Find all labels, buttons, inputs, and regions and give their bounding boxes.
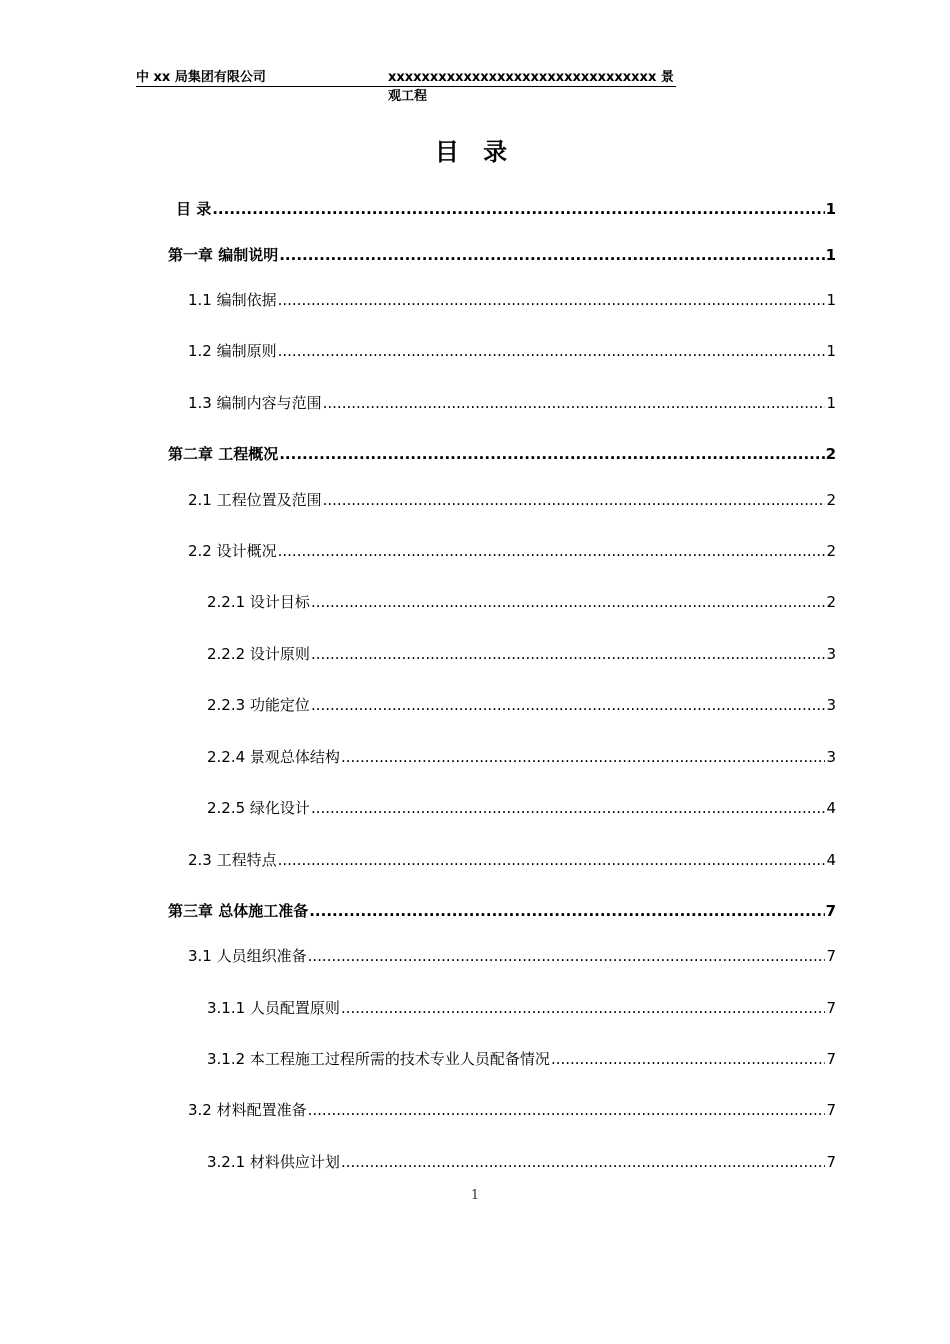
- toc-leader: [311, 590, 826, 614]
- toc-leader: [341, 745, 826, 769]
- toc-leader: [308, 944, 826, 968]
- toc-entry-label: 3.1.2 本工程施工过程所需的技术专业人员配备情况: [207, 1050, 550, 1068]
- toc-entry-page: 2: [826, 491, 836, 509]
- toc-entry-label: 第二章 工程概况: [168, 445, 279, 463]
- toc-entry-label: 2.3 工程特点: [188, 851, 277, 869]
- toc-entry-page: 7: [825, 902, 836, 920]
- toc-leader: [311, 693, 826, 717]
- toc-entry-label: 2.2.4 景观总体结构: [207, 748, 340, 766]
- toc-entry[interactable]: [188, 539, 836, 563]
- toc-entry-label: 第三章 总体施工准备: [168, 902, 309, 920]
- toc-entry-label: 1.2 编制原则: [188, 342, 277, 360]
- toc-leader: [341, 1150, 826, 1174]
- toc-entry[interactable]: [188, 848, 836, 872]
- toc-entry[interactable]: [207, 796, 836, 820]
- toc-entry-page: 3: [826, 696, 836, 714]
- toc-entry-page: 4: [826, 851, 836, 869]
- toc-entry-page: 4: [826, 799, 836, 817]
- toc-leader: [323, 391, 826, 415]
- toc-entry-page: 2: [826, 593, 836, 611]
- toc-entry[interactable]: [188, 1098, 836, 1122]
- page-header: [136, 66, 676, 104]
- toc-leader: [278, 539, 826, 563]
- toc-entry-page: 1: [826, 394, 836, 412]
- toc-entry-label: 2.2.3 功能定位: [207, 696, 310, 714]
- toc-entry-page: 7: [826, 947, 836, 965]
- toc-entry-label: 2.2 设计概况: [188, 542, 277, 560]
- toc-entry[interactable]: [168, 899, 836, 923]
- toc-entry-page: 2: [826, 542, 836, 560]
- toc-leader: [279, 442, 824, 466]
- toc-entry-page: 1: [825, 200, 836, 218]
- toc-entry-page: 7: [826, 1101, 836, 1119]
- toc-entry[interactable]: [207, 642, 836, 666]
- toc-entry[interactable]: [188, 488, 836, 512]
- toc-leader: [278, 288, 826, 312]
- toc-entry-page: 1: [826, 291, 836, 309]
- toc-entry-label: 2.1 工程位置及范围: [188, 491, 322, 509]
- toc-leader: [323, 488, 826, 512]
- toc-entry-label: 3.2.1 材料供应计划: [207, 1153, 340, 1171]
- toc-entry[interactable]: [207, 693, 836, 717]
- toc-entry[interactable]: [188, 944, 836, 968]
- toc-entry-page: 7: [826, 999, 836, 1017]
- toc-entry-label: 2.2.2 设计原则: [207, 645, 310, 663]
- toc-entry-label: 目 录: [176, 200, 212, 218]
- header-company: 中 xx 局集团有限公司: [136, 70, 266, 85]
- toc-entry[interactable]: [207, 745, 836, 769]
- toc-entry-page: 7: [826, 1050, 836, 1068]
- toc-leader: [308, 1098, 826, 1122]
- toc-leader: [212, 197, 824, 221]
- toc-entry-label: 2.2.1 设计目标: [207, 593, 310, 611]
- toc-entry[interactable]: [168, 442, 836, 466]
- toc-entry-page: 2: [825, 445, 836, 463]
- toc-entry-page: 3: [826, 645, 836, 663]
- header-project: xxxxxxxxxxxxxxxxxxxxxxxxxxxxxxxx 景观工程: [388, 70, 674, 104]
- toc-leader: [309, 899, 824, 923]
- toc-leader: [551, 1047, 826, 1071]
- toc-entry-page: 3: [826, 748, 836, 766]
- toc-leader: [311, 796, 826, 820]
- toc-entry-label: 第一章 编制说明: [168, 246, 279, 264]
- toc-entry-page: 7: [826, 1153, 836, 1171]
- toc-leader: [278, 848, 826, 872]
- toc-entry[interactable]: [207, 1150, 836, 1174]
- toc-entry[interactable]: [207, 996, 836, 1020]
- toc-entry-label: 1.1 编制依据: [188, 291, 277, 309]
- toc-entry[interactable]: [176, 197, 836, 221]
- toc-entry-label: 2.2.5 绿化设计: [207, 799, 310, 817]
- toc-entry-page: 1: [825, 246, 836, 264]
- toc-entry-label: 3.1.1 人员配置原则: [207, 999, 340, 1017]
- toc-entry[interactable]: [188, 391, 836, 415]
- toc-leader: [311, 642, 826, 666]
- toc-entry-label: 3.1 人员组织准备: [188, 947, 307, 965]
- toc-entry-label: 1.3 编制内容与范围: [188, 394, 322, 412]
- toc-leader: [341, 996, 826, 1020]
- toc-entry[interactable]: [207, 1047, 836, 1071]
- toc-entry[interactable]: [168, 243, 836, 267]
- toc-entry-page: 1: [826, 342, 836, 360]
- toc-entry[interactable]: [188, 288, 836, 312]
- toc-entry[interactable]: [207, 590, 836, 614]
- toc-leader: [278, 339, 826, 363]
- toc-entry-label: 3.2 材料配置准备: [188, 1101, 307, 1119]
- toc-leader: [279, 243, 824, 267]
- page-number: 1: [470, 1188, 480, 1203]
- toc-entry[interactable]: [188, 339, 836, 363]
- toc-title: 目 录: [434, 138, 516, 166]
